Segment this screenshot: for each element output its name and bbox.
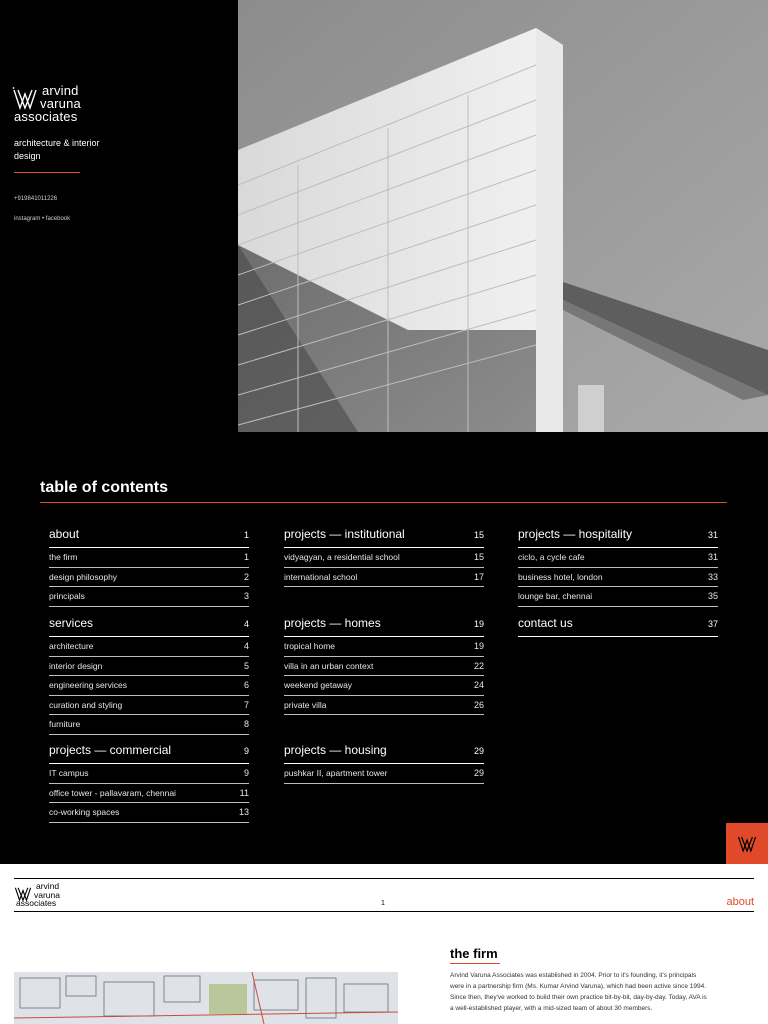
toc-item-label[interactable]: private villa [284, 699, 327, 710]
logo-line-3: associates [14, 109, 78, 124]
brand-badge [726, 823, 768, 864]
toc-item-page: 3 [243, 591, 249, 602]
section-label: about [726, 896, 754, 908]
toc-item-page: 6 [243, 680, 249, 691]
toc-section-page: 1 [243, 530, 249, 540]
body-text: Arvind Varuna Associates was established in 2004. Prior to it's founding, it's principals were in a partnership firm (Ms. Kumar Arvind Varuna), which had been active since 1994. Since then, they've worked to build their own practice bit-by-bit, day-by-day. Today, AVA is a well-established player, with a mid-sized team of about 30 members. [450, 972, 707, 1012]
toc-section-housing[interactable] [284, 743, 484, 784]
toc-item[interactable] [49, 568, 249, 588]
toc-section-contact[interactable] [518, 616, 718, 637]
toc-column-2 [284, 527, 484, 587]
toc-section-commercial[interactable] [49, 743, 249, 823]
toc-item-label[interactable]: tropical home [284, 641, 336, 652]
toc-section-title[interactable]: projects — hospitality [518, 527, 633, 541]
toc-item[interactable] [284, 548, 484, 568]
toc-section-title[interactable]: about [49, 527, 80, 541]
toc-section-page: 37 [707, 619, 718, 629]
logo-line-1: arvind [42, 83, 79, 98]
toc-section-title[interactable]: projects — commercial [49, 743, 172, 757]
toc-section-about[interactable] [49, 527, 249, 607]
toc-section-hospitality[interactable] [518, 527, 718, 607]
phone-number[interactable]: +919841011226 [14, 196, 58, 202]
site-plan-drawing [14, 972, 398, 1024]
toc-column-1c [49, 743, 249, 823]
toc-item[interactable] [49, 548, 249, 568]
toc-item-label[interactable]: international school [284, 571, 358, 582]
toc-section-page: 29 [473, 746, 484, 756]
table-of-contents-page [0, 432, 768, 864]
toc-item-page: 24 [473, 680, 484, 691]
brand-logo [12, 84, 122, 124]
toc-item-page: 15 [473, 552, 484, 563]
toc-column-2c [284, 743, 484, 784]
section-heading: the firm [450, 946, 498, 961]
header-rule-bottom [14, 911, 754, 912]
toc-item-page: 4 [243, 641, 249, 652]
logo-line-2: varuna [40, 96, 81, 111]
toc-column-1b [49, 616, 249, 735]
toc-item-label[interactable]: interior design [49, 660, 103, 671]
toc-item-label[interactable]: office tower - pallavaram, chennai [49, 787, 176, 798]
toc-section-title[interactable]: projects — housing [284, 743, 387, 757]
logo-line-2: varuna [34, 889, 60, 900]
toc-item[interactable] [49, 764, 249, 784]
toc-item[interactable] [49, 637, 249, 657]
toc-item[interactable] [284, 676, 484, 696]
site-plan-image [14, 972, 398, 1024]
toc-item[interactable] [284, 637, 484, 657]
header-rule [14, 878, 754, 879]
toc-section-page: 9 [243, 746, 249, 756]
logo-line-3: associates [16, 898, 57, 908]
toc-section-homes[interactable] [284, 616, 484, 715]
toc-section-institutional[interactable] [284, 527, 484, 587]
toc-item[interactable] [49, 676, 249, 696]
toc-item-label[interactable]: vidyagyan, a residential school [284, 552, 400, 563]
toc-item-page: 31 [707, 552, 718, 563]
toc-item[interactable] [284, 657, 484, 677]
toc-item-label[interactable]: engineering services [49, 680, 127, 691]
social-links[interactable]: instagram • facebook [14, 216, 71, 222]
toc-item[interactable] [49, 657, 249, 677]
toc-item[interactable] [284, 696, 484, 716]
toc-item-label[interactable]: lounge bar, chennai [518, 591, 593, 602]
toc-item[interactable] [518, 568, 718, 588]
toc-item-label[interactable]: furniture [49, 719, 81, 730]
page-number: 1 [381, 900, 385, 907]
toc-item-label[interactable]: principals [49, 591, 85, 602]
toc-item-page: 35 [707, 591, 718, 602]
toc-item-page: 26 [473, 699, 484, 710]
toc-item-page: 33 [707, 571, 718, 582]
toc-item[interactable] [49, 784, 249, 804]
toc-item-label[interactable]: the firm [49, 552, 78, 563]
toc-column-2b [284, 616, 484, 715]
toc-divider [40, 502, 727, 503]
toc-item[interactable] [49, 696, 249, 716]
toc-item-label[interactable]: curation and styling [49, 699, 123, 710]
toc-item-page: 13 [238, 807, 249, 818]
toc-item[interactable] [49, 803, 249, 823]
logo-line-1: arvind [36, 881, 60, 891]
toc-item-page: 19 [473, 641, 484, 652]
brand-wordmark [14, 84, 81, 123]
toc-item-label[interactable]: business hotel, london [518, 571, 603, 582]
toc-section-services[interactable] [49, 616, 249, 735]
header-wordmark [16, 882, 60, 908]
toc-section-page: 31 [707, 530, 718, 540]
toc-section-title[interactable]: projects — institutional [284, 527, 405, 541]
ava-monogram-icon [736, 834, 758, 854]
heading-underline [450, 963, 500, 964]
toc-item-label[interactable]: design philosophy [49, 571, 118, 582]
toc-item-label[interactable]: co-working spaces [49, 807, 120, 818]
toc-item-page: 1 [243, 552, 249, 563]
toc-section-page: 4 [243, 619, 249, 629]
toc-section-page: 19 [473, 619, 484, 629]
about-page [0, 864, 768, 1024]
concrete-building-photo [238, 0, 768, 432]
toc-item-label[interactable]: weekend getaway [284, 680, 353, 691]
tagline: architecture & interior design [14, 138, 100, 161]
toc-section-title[interactable]: projects — homes [284, 616, 381, 630]
toc-column-3 [518, 527, 718, 607]
toc-section-title[interactable]: services [49, 616, 94, 630]
toc-column-1 [49, 527, 249, 607]
toc-item[interactable] [284, 764, 484, 784]
toc-item-label[interactable]: architecture [49, 641, 94, 652]
toc-item-page: 11 [239, 787, 249, 798]
toc-item[interactable] [518, 587, 718, 607]
toc-item-page: 8 [243, 719, 249, 730]
toc-section-title[interactable]: contact us [518, 616, 573, 630]
toc-item-page: 22 [473, 660, 484, 671]
cover-page [0, 0, 768, 432]
header-logo [14, 882, 74, 908]
toc-item[interactable] [49, 587, 249, 607]
toc-item-label[interactable]: IT campus [49, 768, 89, 779]
toc-item[interactable] [284, 568, 484, 588]
toc-item-label[interactable]: pushkar II, apartment tower [284, 768, 388, 779]
toc-item[interactable] [518, 548, 718, 568]
toc-item-page: 29 [473, 768, 484, 779]
toc-item-label[interactable]: villa in an urban context [284, 660, 374, 671]
toc-item-page: 17 [473, 571, 484, 582]
toc-item[interactable] [49, 715, 249, 735]
toc-column-3b [518, 616, 718, 637]
accent-divider [14, 172, 80, 173]
hero-photo [238, 0, 768, 432]
toc-item-page: 9 [243, 768, 249, 779]
toc-item-page: 2 [243, 571, 249, 582]
toc-item-label[interactable]: ciclo, a cycle cafe [518, 552, 585, 563]
toc-title: table of contents [40, 479, 169, 496]
toc-item-page: 7 [243, 699, 249, 710]
toc-section-page: 15 [473, 530, 484, 540]
toc-item-page: 5 [243, 660, 249, 671]
